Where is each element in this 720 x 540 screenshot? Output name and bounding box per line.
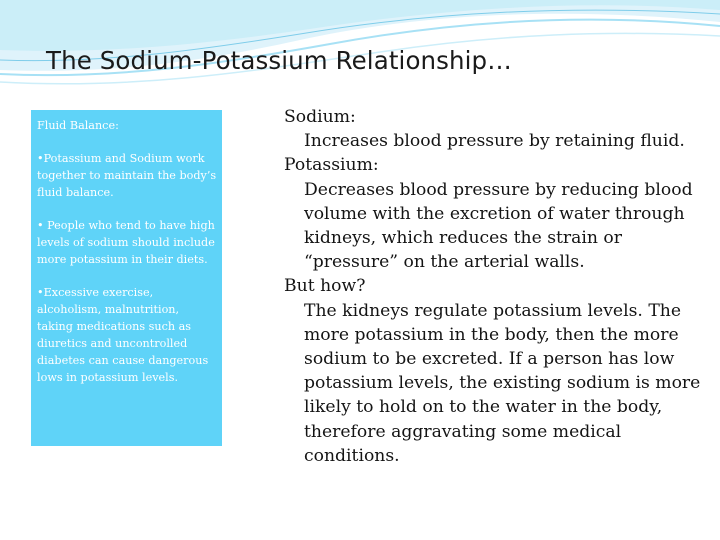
potassium-label: Potassium: bbox=[284, 155, 379, 176]
fluid-balance-bullet: •Excessive exercise, alcoholism, malnutrition, taking medications such as diuretics and uncontrolled diabetes can cause dangerous lows in potassium levels. bbox=[37, 286, 209, 384]
fluid-balance-bullet: •Potassium and Sodium work together to maintain the body’s fluid balance. bbox=[37, 152, 217, 199]
fluid-balance-heading: Fluid Balance: bbox=[37, 119, 119, 132]
question-label: But how? bbox=[284, 276, 366, 297]
fluid-balance-bullet: • People who tend to have high levels of sodium should include more potassium in their diets. bbox=[37, 219, 215, 266]
fluid-balance-box bbox=[31, 110, 222, 446]
sodium-label: Sodium: bbox=[284, 107, 356, 127]
answer-text: The kidneys regulate potassium levels. The more potassium in the body, then the more sodium to be excreted. If a person has low potassium levels, the existing sodium is more likely to hold on to the water in the body, therefore aggravating some medical conditions. bbox=[304, 300, 701, 466]
slide-title: The Sodium-Potassium Relationship… bbox=[46, 46, 512, 75]
sodium-text: Increases blood pressure by retaining fluid. bbox=[304, 131, 685, 152]
potassium-text: Decreases blood pressure by reducing blood volume with the excretion of water through kidneys, which reduces the strain or “pressure” on the arterial walls. bbox=[304, 179, 693, 273]
sodium-potassium-explanation bbox=[284, 105, 704, 468]
